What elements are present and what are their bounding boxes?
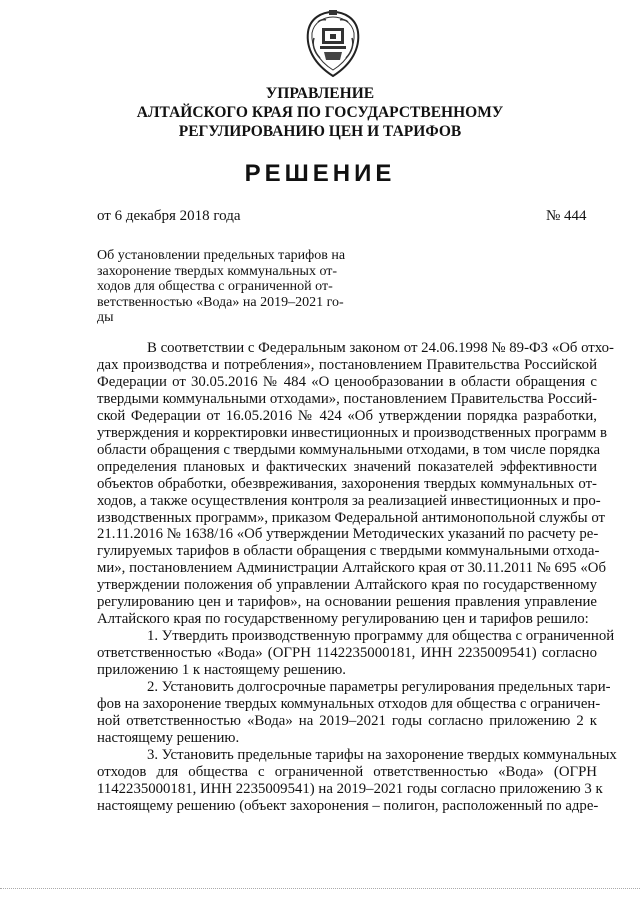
body-line: утверждении положения об управлении Алтайского края по государственному xyxy=(97,577,597,594)
body-line: Федерации от 30.05.2016 № 484 «О ценообразовании в области обращения с xyxy=(97,373,597,390)
body-line: дах производства и потребления», постановлением Правительства Российской xyxy=(97,356,597,373)
document-date: от 6 декабря 2018 года xyxy=(97,208,241,224)
body-line: 21.11.2016 № 1638/16 «Об утверждении Методических указаний по расчету ре- xyxy=(97,526,599,543)
body-line: приложению 1 к настоящему решению. xyxy=(97,662,347,679)
subject-line: Об установлении предельных тарифов на xyxy=(97,248,346,263)
body-line: В соответствии с Федеральным законом от 24.06.1998 № 89-ФЗ «Об отхо- xyxy=(147,340,614,356)
org-line-1: УПРАВЛЕНИЕ xyxy=(265,85,375,102)
body-line: утверждения и корректировки инвестиционных и производственных программ в xyxy=(97,424,607,441)
body-line: фов на захоронение твердых коммунальных отходов для общества с ограничен- xyxy=(97,696,601,713)
page-bottom-divider xyxy=(0,888,640,889)
body-line: ской Федерации от 16.05.2016 № 424 «Об утверждении порядка разработки, xyxy=(97,407,597,424)
body-line: 1142235000181, ИНН 2235009541) на 2019–2021 годы согласно приложению 3 к xyxy=(97,780,603,797)
body-line: области обращения с твердыми коммунальными отходами, в том числе порядка xyxy=(97,441,601,458)
body-line: определения плановых и фактических значений показателей эффективности xyxy=(97,458,597,475)
subject-line: захоронение твердых коммунальных от- xyxy=(97,263,338,279)
body-line: 2. Установить долгосрочные параметры регулирования предельных тари- xyxy=(147,679,611,696)
body-line: ной ответственностью «Вода» на 2019–2021 годы согласно приложению 2 к xyxy=(97,712,597,729)
body-line: ответственностью «Вода» (ОГРН 1142235000181, ИНН 2235009541) согласно xyxy=(97,645,597,662)
document-number: № 444 xyxy=(546,208,587,224)
subject-line: ходов для общества с ограниченной от- xyxy=(97,279,333,295)
body-line: регулированию цен и тарифов», на основании решения правления управление xyxy=(97,594,597,611)
body-line: объектов обработки, обезвреживания, захоронения твердых коммунальных от- xyxy=(97,475,597,492)
body-line: изводственных программ», приказом Федеральной антимонопольной службы от xyxy=(97,509,605,526)
body-line: отходов для общества с ограниченной ответственностью «Вода» (ОГРН xyxy=(97,763,597,780)
body-line: настоящему решению. xyxy=(97,729,240,746)
subject-line: ветственностью «Вода» на 2019–2021 го- xyxy=(97,294,344,310)
body-line: настоящему решению (объект захоронения – полигон, расположенный по адре- xyxy=(97,797,599,814)
body-line: ми», постановлением Администрации Алтайского края от 30.11.2011 № 695 «Об xyxy=(97,560,606,577)
org-line-3: РЕГУЛИРОВАНИЮ ЦЕН И ТАРИФОВ xyxy=(178,123,462,140)
body-line: 1. Утвердить производственную программу для общества с ограниченной xyxy=(147,628,615,645)
subject-line: ды xyxy=(97,310,114,326)
body-line: твердыми коммунальными отходами», постановлением Правительства Россий- xyxy=(97,390,597,407)
body-line: Алтайского края по государственному регулированию цен и тарифов решило: xyxy=(97,611,589,628)
body-line: ходов, а также осуществления контроля за реализацией инвестиционных и про- xyxy=(97,492,601,509)
org-line-2: АЛТАЙСКОГО КРАЯ ПО ГОСУДАРСТВЕННОМУ xyxy=(136,104,504,121)
document-body xyxy=(97,340,617,815)
document-subject xyxy=(97,248,359,326)
body-line: гулируемых тарифов в области обращения с твердыми коммунальными отхода- xyxy=(97,543,600,560)
coat-of-arms-emblem xyxy=(300,8,366,80)
body-line: 3. Установить предельные тарифы на захоронение твердых коммунальных xyxy=(147,746,617,763)
document-type-title: РЕШЕНИЕ xyxy=(244,160,396,187)
organization-name xyxy=(0,84,640,141)
